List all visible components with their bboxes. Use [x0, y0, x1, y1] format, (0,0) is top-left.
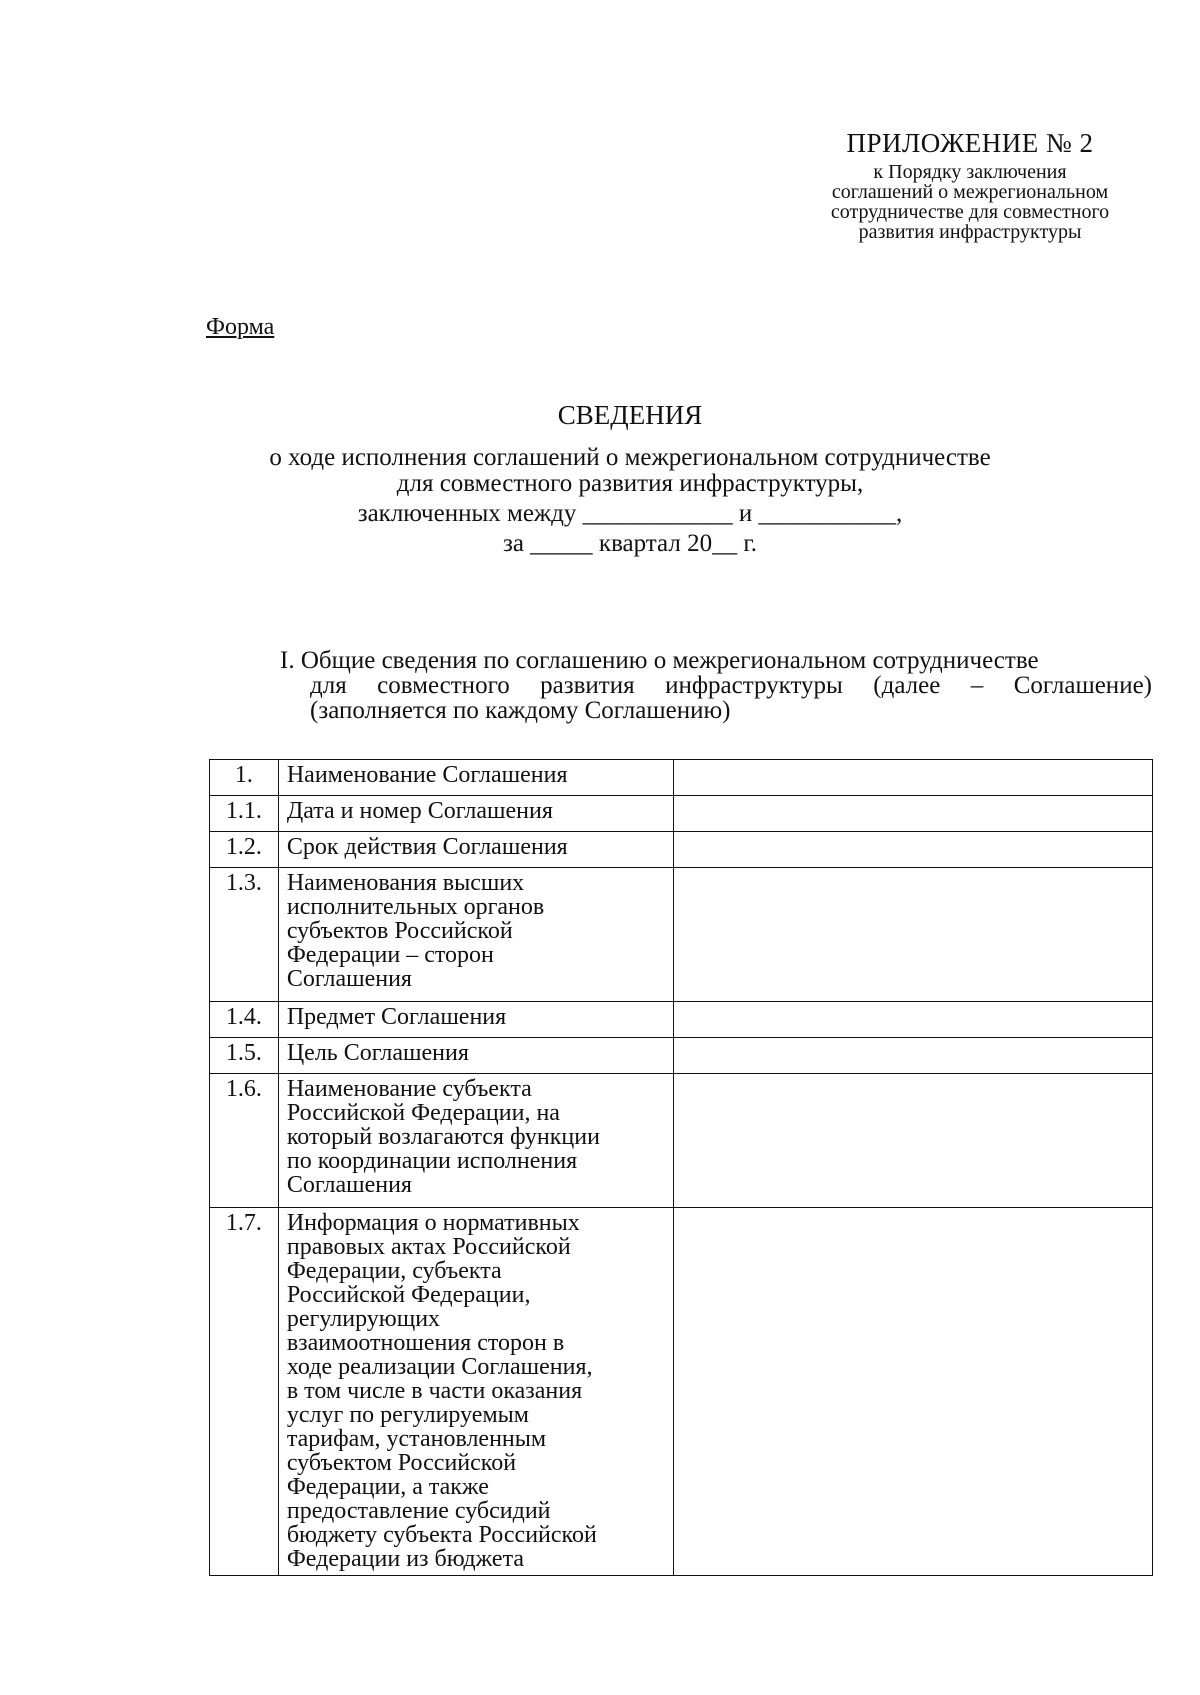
row-field-name-line: в том числе в части оказания: [286, 1378, 583, 1404]
row-field-name-line: который возлагаются функции: [286, 1124, 600, 1150]
appendix-line: к Порядку заключения: [873, 161, 1067, 183]
section-heading-line: I. Общие сведения по соглашению о межрегиональном сотрудничестве: [280, 647, 1039, 674]
appendix-title: ПРИЛОЖЕНИЕ № 2: [846, 128, 1094, 158]
row-field-name-line: субъектов Российской: [286, 918, 513, 944]
row-number: 1.2.: [210, 832, 279, 868]
row-field-name: [278, 1074, 673, 1208]
row-field-name-line: Наименования высших: [286, 870, 525, 896]
row-value-cell[interactable]: [674, 868, 1153, 1002]
row-value-cell[interactable]: [674, 1002, 1153, 1038]
document-title: СВЕДЕНИЯ: [557, 400, 703, 430]
row-field-name-line: Наименование субъекта: [286, 1076, 532, 1102]
row-field-name: Дата и номер Соглашения: [278, 796, 673, 832]
row-value-cell[interactable]: [674, 832, 1153, 868]
row-field-name-line: Федерации, субъекта: [286, 1258, 502, 1284]
row-field-name-line: по координации исполнения: [286, 1148, 578, 1174]
row-value-cell[interactable]: [674, 760, 1153, 796]
row-field-name-line: Федерации из бюджета: [286, 1546, 524, 1572]
table-row: [210, 1208, 1153, 1576]
row-field-name-line: ходе реализации Соглашения,: [286, 1354, 593, 1380]
row-number: 1.3.: [210, 868, 279, 1002]
row-field-name-line: Соглашения: [286, 966, 412, 992]
row-field-name-line: Российской Федерации, на: [286, 1100, 560, 1126]
document-subtitle-line: за _____ квартал 20__ г.: [502, 530, 758, 557]
row-field-name-line: регулирующих: [286, 1306, 441, 1332]
row-field-name: Наименование Соглашения: [278, 760, 673, 796]
appendix-line: соглашений о межрегиональном: [831, 181, 1109, 203]
table-row: [210, 832, 1153, 868]
appendix-line: сотрудничестве для совместного: [830, 201, 1110, 223]
row-field-name-line: услуг по регулируемым: [286, 1402, 529, 1428]
appendix-line: развития инфраструктуры: [858, 221, 1082, 243]
section-heading-line: для совместного развития инфраструктуры (далее – Соглашение): [310, 672, 1152, 699]
row-field-name: [278, 868, 673, 1002]
row-value-cell[interactable]: [674, 1074, 1153, 1208]
row-field-name-line: взаимоотношения сторон в: [286, 1330, 565, 1356]
row-field-name-line: исполнительных органов: [286, 894, 545, 920]
document-subtitle-line: о ходе исполнения соглашений о межрегиональном сотрудничестве: [269, 444, 991, 471]
row-field-name-line: Информация о нормативных: [286, 1210, 580, 1236]
row-field-name-line: предоставление субсидий: [286, 1498, 551, 1524]
table-row: [210, 1038, 1153, 1074]
row-number: 1.6.: [210, 1074, 279, 1208]
appendix-subtitle: [770, 162, 1170, 242]
row-number: 1.4.: [210, 1002, 279, 1038]
section-heading-line: (заполняется по каждому Соглашению): [310, 697, 731, 724]
row-field-name-line: Соглашения: [286, 1172, 412, 1198]
row-field-name-line: правовых актах Российской: [286, 1234, 571, 1260]
row-field-name: Предмет Соглашения: [278, 1002, 673, 1038]
row-field-name-line: тарифам, установленным: [286, 1426, 547, 1452]
row-field-name: Цель Соглашения: [278, 1038, 673, 1074]
form-label: Форма: [206, 314, 275, 340]
row-field-name: Срок действия Соглашения: [278, 832, 673, 868]
row-field-name-line: субъектом Российской: [286, 1450, 517, 1476]
table-row: [210, 796, 1153, 832]
section-heading: [280, 648, 1152, 723]
row-value-cell[interactable]: [674, 1208, 1153, 1576]
table-row: [210, 1074, 1153, 1208]
row-number: 1.1.: [210, 796, 279, 832]
row-number: 1.: [210, 760, 279, 796]
row-value-cell[interactable]: [674, 1038, 1153, 1074]
row-field-name: [278, 1208, 673, 1576]
document-subtitle-line: для совместного развития инфраструктуры,: [396, 470, 864, 497]
row-value-cell[interactable]: [674, 796, 1153, 832]
document-subtitle-line: заключенных между ____________ и ___________,: [357, 500, 903, 527]
row-number: 1.5.: [210, 1038, 279, 1074]
row-field-name-line: Федерации – сторон: [286, 942, 494, 968]
table-row: [210, 868, 1153, 1002]
row-field-name-line: Федерации, а также: [286, 1474, 489, 1500]
row-number: 1.7.: [210, 1208, 279, 1576]
row-field-name-line: бюджету субъекта Российской: [286, 1522, 597, 1548]
general-info-table: [209, 759, 1153, 1576]
table-row: [210, 1002, 1153, 1038]
row-field-name-line: Российской Федерации,: [286, 1282, 531, 1308]
table-row: [210, 760, 1153, 796]
